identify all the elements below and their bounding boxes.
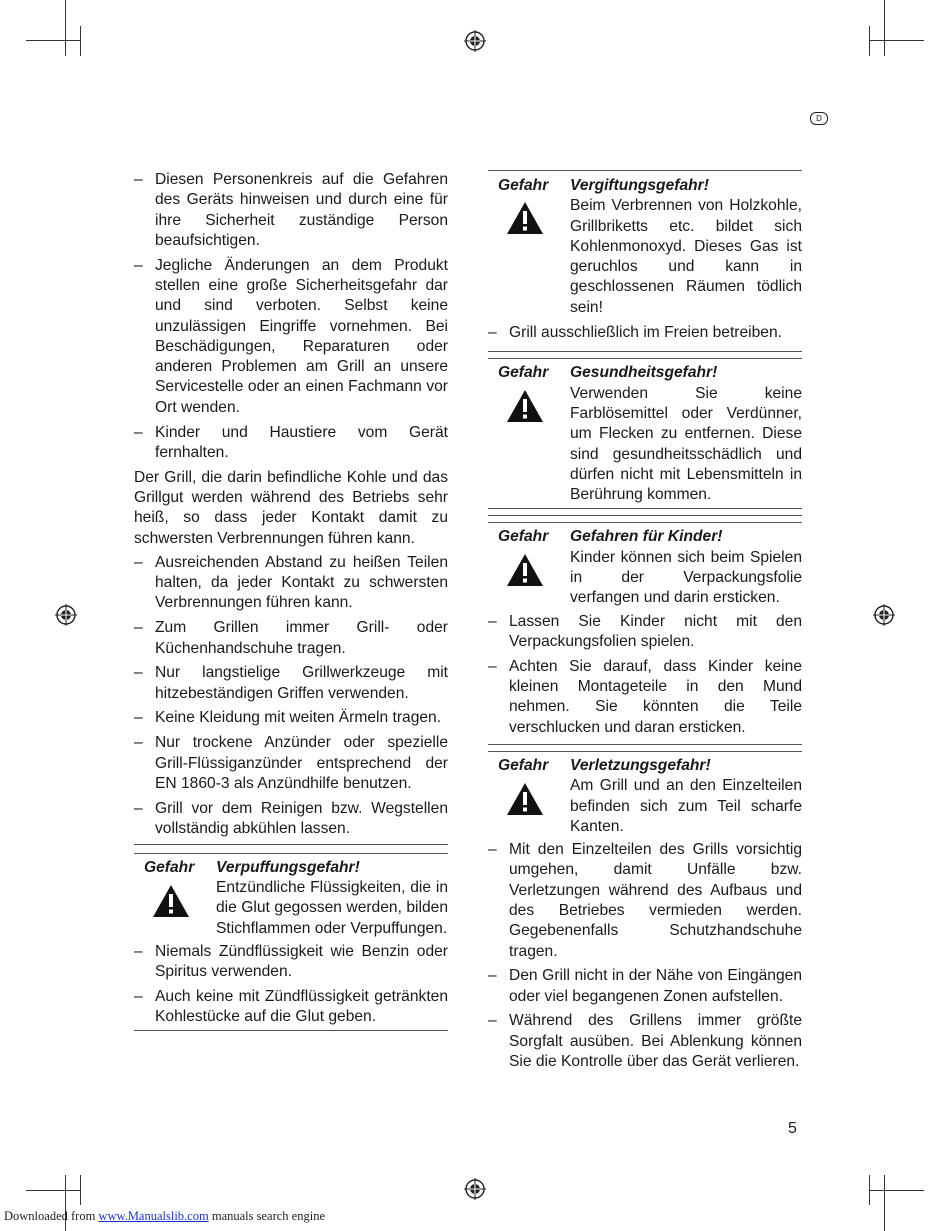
crop-mark	[80, 1175, 81, 1205]
crop-mark	[884, 0, 885, 56]
list-item: – Auch keine mit Zündflüssigkeit getränkten Kohlestücke auf die Glut geben.	[134, 987, 448, 1028]
danger-text: Entzündliche Flüssigkeiten, die in die Glut gegossen werden, bilden Stichflammen oder Verpuffungen.	[216, 879, 448, 937]
warning-triangle-icon	[506, 782, 544, 816]
danger-box	[488, 744, 802, 840]
crop-mark	[26, 40, 80, 41]
list-item: – Niemals Zündflüssigkeit wie Benzin oder Spiritus verwenden.	[134, 942, 448, 983]
footer-suffix: manuals search engine	[208, 1209, 325, 1223]
danger-title: Vergiftungsgefahr!	[570, 177, 709, 194]
danger-text: Beim Verbrennen von Holzkohle, Grillbriketts etc. bildet sich Kohlenmonoxyd. Dieses Gas ist geruchlos und kann in geschlossenen Räumen tödlich sein!	[570, 197, 802, 316]
registration-mark-icon	[464, 30, 486, 52]
warning-triangle-icon	[506, 201, 544, 235]
right-column	[488, 170, 802, 1077]
warning-triangle-icon	[506, 389, 544, 423]
list-item: – Zum Grillen immer Grill- oder Küchenhandschuhe tragen.	[134, 618, 448, 659]
danger-label: Gefahr	[498, 756, 549, 774]
page-number: 5	[788, 1120, 797, 1137]
section-divider	[134, 1030, 448, 1031]
registration-mark-icon	[55, 604, 77, 626]
language-badge: D	[810, 112, 828, 125]
footer-prefix: Downloaded from	[4, 1209, 99, 1223]
list-item: – Grill ausschließlich im Freien betreiben.	[488, 323, 802, 343]
crop-mark	[26, 1190, 80, 1191]
left-column	[134, 170, 448, 1031]
danger-box	[488, 515, 802, 611]
registration-mark-icon	[464, 1178, 486, 1200]
list-item: – Achten Sie darauf, dass Kinder keine kleinen Montageteile in den Mund nehmen. Sie könnten die Teile verschlucken und daran ersticken.	[488, 657, 802, 738]
list-item: – Mit den Einzelteilen des Grills vorsichtig umgehen, damit Unfälle bzw. Verletzungen während des Aufbaus und des Betriebes vermieden werden. Gegebenenfalls Schutzhandschuhe tragen.	[488, 840, 802, 962]
danger-text: Kinder können sich beim Spielen in der Verpackungsfolie verfangen und darin ersticken.	[570, 548, 802, 607]
danger-box	[488, 170, 802, 321]
crop-mark	[870, 1190, 924, 1191]
danger-text: Am Grill und an den Einzelteilen befinden sich zum Teil scharfe Kanten.	[570, 777, 802, 835]
list-item: – Kinder und Haustiere vom Gerät fernhalten.	[134, 423, 448, 464]
list-item: – Nur trockene Anzünder oder spezielle Grill-Flüssiganzünder entsprechend der EN 1860-3 als Anzündhilfe benutzen.	[134, 733, 448, 794]
list-item: – Ausreichenden Abstand zu heißen Teilen halten, da jeder Kontakt zu schwersten Verbrennungen führen kann.	[134, 553, 448, 614]
list-item: – Den Grill nicht in der Nähe von Eingängen oder viel begangenen Zonen aufstellen.	[488, 966, 802, 1007]
warning-triangle-icon	[506, 553, 544, 587]
list-item: – Grill vor dem Reinigen bzw. Wegstellen vollständig abkühlen lassen.	[134, 799, 448, 840]
danger-text: Verwenden Sie keine Farblösemittel oder Verdünner, um Flecken zu entfernen. Diese sind gesundheitsschädlich und dürfen nicht mit Lebensmitteln in Berührung kommen.	[570, 384, 802, 504]
danger-label: Gefahr	[498, 364, 549, 382]
warning-triangle-icon	[152, 884, 190, 918]
manualslib-link[interactable]: www.Manualslib.com	[98, 1209, 209, 1223]
list-item: – Keine Kleidung mit weiten Ärmeln tragen.	[134, 708, 448, 728]
download-footer	[4, 1209, 325, 1224]
crop-mark	[869, 1175, 870, 1205]
crop-mark	[80, 26, 81, 56]
crop-mark	[65, 0, 66, 56]
danger-label: Gefahr	[498, 177, 549, 194]
registration-mark-icon	[873, 604, 895, 626]
danger-box	[134, 844, 448, 942]
list-item: – Nur langstielige Grillwerkzeuge mit hitzebeständigen Griffen verwenden.	[134, 663, 448, 704]
list-item: – Während des Grillens immer größte Sorgfalt ausüben. Bei Ablenkung können Sie die Kontrolle über das Gerät verlieren.	[488, 1011, 802, 1072]
danger-title: Gesundheitsgefahr!	[570, 364, 718, 382]
danger-title: Verpuffungsgefahr!	[216, 858, 360, 876]
danger-label: Gefahr	[498, 528, 549, 546]
list-item: – Diesen Personenkreis auf die Gefahren des Geräts hinweisen und durch eine für ihre Sicherheit zuständige Person beaufsichtigen.	[134, 170, 448, 251]
crop-mark	[884, 1175, 885, 1231]
danger-label: Gefahr	[144, 858, 195, 876]
danger-box	[488, 351, 802, 509]
body-paragraph: Der Grill, die darin befindliche Kohle und das Grillgut werden während des Betriebs sehr heiß, so dass jeder Kontakt damit zu schwersten Verbrennungen führen kann.	[134, 468, 448, 547]
list-item: – Lassen Sie Kinder nicht mit den Verpackungsfolien spielen.	[488, 612, 802, 653]
crop-mark	[870, 40, 924, 41]
list-item: – Jegliche Änderungen an dem Produkt stellen eine große Sicherheitsgefahr dar und sind verboten. Selbst keine unzulässigen Eingriffe vornehmen. Bei Beschädigungen, Reparaturen oder anderen Problemen am Grill an unsere Servicestelle oder an einen Fachmann vor Ort wenden.	[134, 256, 448, 418]
danger-title: Verletzungsgefahr!	[570, 756, 711, 774]
danger-title: Gefahren für Kinder!	[570, 528, 723, 546]
crop-mark	[869, 26, 870, 56]
